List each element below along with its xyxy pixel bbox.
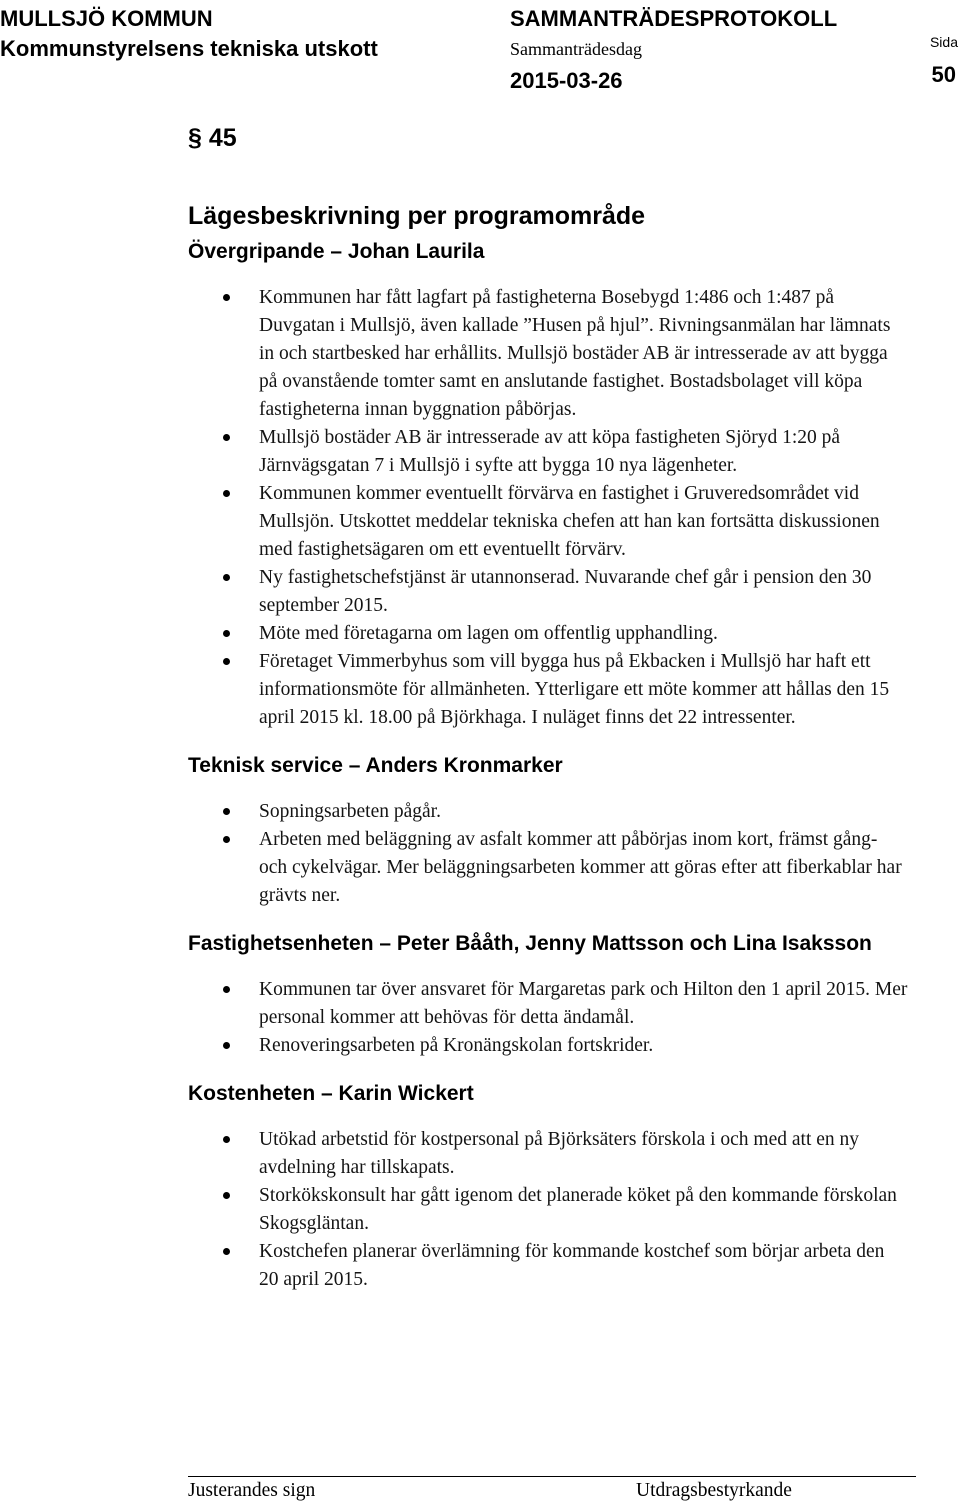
list-item: Mullsjö bostäder AB är intresserade av att köpa fastigheten Sjöryd 1:20 på Järnvägsgatan 7 i Mullsjö i syfte att bygga 10 nya lägenheter.	[188, 424, 908, 480]
section-overgripande	[188, 238, 908, 732]
list-item: Kostchefen planerar överlämning för kommande kostchef som börjar arbeta den 20 april 2015.	[188, 1238, 908, 1294]
list-item: Kommunen tar över ansvaret för Margaretas park och Hilton den 1 april 2015. Mer personal kommer att behövas för detta ändamål.	[188, 976, 908, 1032]
list-item: Kommunen har fått lagfart på fastigheterna Bosebygd 1:486 och 1:487 på Duvgatan i Mullsjö, även kallade ”Husen på hjul”. Rivningsanmälan har lämnats in och startbesked har erhållits. Mullsjö bostäder AB är intresserade av att bygga på ovanstående tomter samt en anslutande fastighet. Bostadsbolaget vill köpa fastigheterna innan byggnation påbörjas.	[188, 284, 908, 424]
footer-divider	[188, 1476, 916, 1477]
footer-signature-label: Justerandes sign	[188, 1480, 316, 1501]
bullet-list	[188, 798, 908, 910]
bullet-list	[188, 284, 908, 732]
document-header-left	[0, 4, 378, 64]
section-heading: Teknisk service – Anders Kronmarker	[188, 754, 563, 777]
footer-certification-label: Utdragsbestyrkande	[636, 1480, 792, 1501]
document-header-meeting	[510, 4, 837, 98]
main-heading: Lägesbeskrivning per programområde	[188, 202, 646, 230]
section-heading: Kostenheten – Karin Wickert	[188, 1082, 474, 1105]
document-body	[188, 118, 908, 1314]
section-kostenheten	[188, 1080, 908, 1294]
list-item: Ny fastighetschefstjänst är utannonserad. Nuvarande chef går i pension den 30 september 2015.	[188, 564, 908, 620]
section-fastighetsenheten	[188, 930, 908, 1060]
meeting-day-label: Sammanträdesdag	[510, 39, 642, 59]
meeting-date: 2015-03-26	[510, 68, 623, 93]
section-teknisk-service	[188, 752, 908, 910]
bullet-list	[188, 976, 908, 1060]
paragraph-number: § 45	[188, 124, 237, 152]
document-type: SAMMANTRÄDESPROTOKOLL	[510, 6, 838, 31]
municipality-name: MULLSJÖ KOMMUN	[0, 6, 213, 31]
list-item: Renoveringsarbeten på Kronängskolan fortskrider.	[188, 1032, 908, 1060]
bullet-list	[188, 1126, 908, 1294]
list-item: Kommunen kommer eventuellt förvärva en fastighet i Gruveredsområdet vid Mullsjön. Utskottet meddelar tekniska chefen att han kan fortsätta diskussionen med fastighetsägaren om ett eventuellt förvärv.	[188, 480, 908, 564]
list-item: Arbeten med beläggning av asfalt kommer att påbörjas inom kort, främst gång- och cykelvägar. Mer beläggningsarbeten kommer att göras efter att fiberkablar har grävts ner.	[188, 826, 908, 910]
section-heading: Övergripande – Johan Laurila	[188, 240, 485, 263]
list-item: Möte med företagarna om lagen om offentlig upphandling.	[188, 620, 908, 648]
list-item: Utökad arbetstid för kostpersonal på Björksäters förskola i och med att en ny avdelning har tillskapats.	[188, 1126, 908, 1182]
list-item: Sopningsarbeten pågår.	[188, 798, 908, 826]
section-heading: Fastighetsenheten – Peter Bååth, Jenny Mattsson och Lina Isaksson	[188, 932, 872, 955]
list-item: Storkökskonsult har gått igenom det planerade köket på den kommande förskolan Skogsgläntan.	[188, 1182, 908, 1238]
page-number: 50	[931, 62, 956, 87]
list-item: Företaget Vimmerbyhus som vill bygga hus på Ekbacken i Mullsjö har haft ett informationsmöte för allmänheten. Ytterligare ett möte kommer att hållas den 15 april 2015 kl. 18.00 på Björkhaga. I nuläget finns det 22 intressenter.	[188, 648, 908, 732]
committee-name: Kommunstyrelsens tekniska utskott	[0, 36, 378, 61]
page-label: Sida	[929, 34, 958, 50]
